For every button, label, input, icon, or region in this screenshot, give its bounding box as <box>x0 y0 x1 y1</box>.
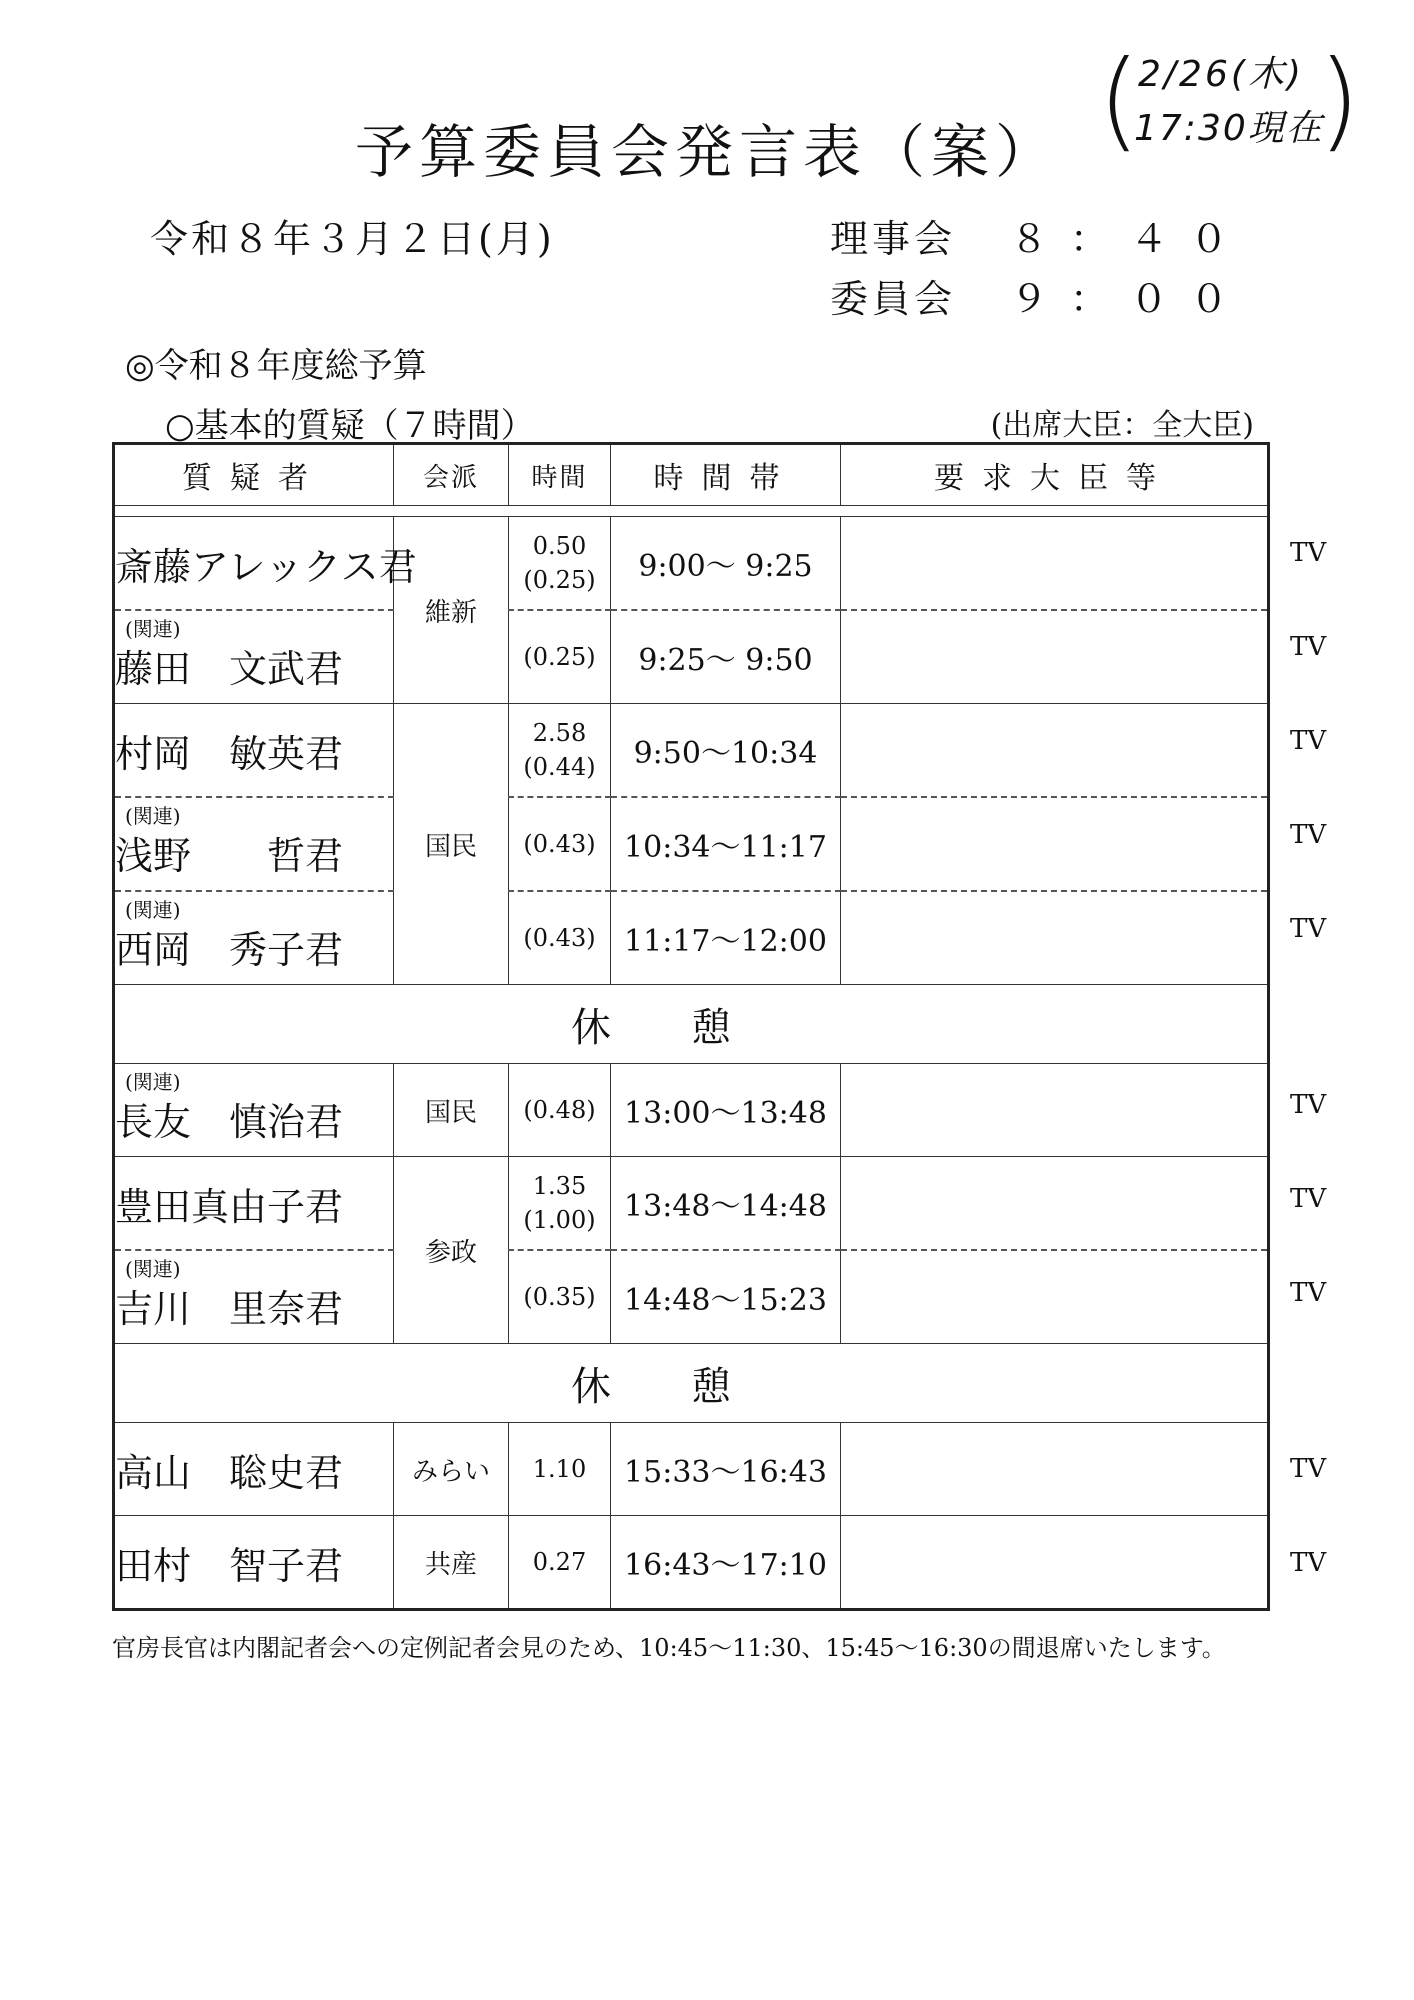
speaker-name: 高山 聡史君 <box>115 1450 344 1495</box>
speaker-cell <box>114 1064 394 1157</box>
ministers-cell <box>841 797 1269 891</box>
time-cell <box>509 517 611 611</box>
right-paren: ) <box>1318 38 1361 163</box>
left-paren: ( <box>1098 38 1141 163</box>
table-row <box>114 891 1269 985</box>
time-total: 1.35 <box>532 1172 587 1200</box>
ministers-cell <box>841 1250 1269 1344</box>
ministers-cell <box>841 1423 1269 1516</box>
col-header-timeband: 時間帯 <box>611 444 841 506</box>
tv-marker: TV <box>1290 726 1327 756</box>
handwritten-date: 2/26(木) <box>1138 54 1304 95</box>
timeband-cell: 15:33～16:43 <box>611 1423 841 1516</box>
table-row <box>114 797 1269 891</box>
time-alloc: (0.25) <box>523 566 596 594</box>
time-alloc: (0.44) <box>523 753 596 781</box>
time-cell <box>509 1157 611 1251</box>
page-title: 予算委員会発言表（案） <box>354 118 1059 186</box>
speaker-name: 西岡 秀子君 <box>115 927 344 972</box>
tv-marker: TV <box>1290 538 1327 568</box>
speaker-cell <box>114 1423 394 1516</box>
schedule-label: 委員会 <box>830 277 957 321</box>
tv-marker: TV <box>1290 1454 1327 1484</box>
timeband-cell: 9:00～ 9:25 <box>611 517 841 611</box>
table-row <box>114 1516 1269 1610</box>
ministers-cell <box>841 1157 1269 1251</box>
speaker-name: 浅野 哲君 <box>115 833 344 878</box>
speaker-name: 田村 智子君 <box>115 1543 344 1588</box>
speaker-name: 村岡 敏英君 <box>115 731 344 776</box>
related-label: (関連) <box>125 1257 181 1281</box>
tv-marker: TV <box>1290 1090 1327 1120</box>
timeband-cell: 11:17～12:00 <box>611 891 841 985</box>
related-label: (関連) <box>125 1070 181 1094</box>
faction-cell: 共産 <box>394 1516 509 1610</box>
time-cell: 1.10 <box>509 1423 611 1516</box>
ministers-cell <box>841 704 1269 798</box>
speaker-cell <box>114 797 394 891</box>
timeband-cell: 14:48～15:23 <box>611 1250 841 1344</box>
schedule-committee <box>830 268 1251 323</box>
timeband-cell: 10:34～11:17 <box>611 797 841 891</box>
timeband-cell: 9:25～ 9:50 <box>611 610 841 704</box>
faction-cell: 参政 <box>394 1157 509 1344</box>
time-cell: (0.25) <box>509 610 611 704</box>
ministers-cell <box>841 891 1269 985</box>
schedule-board <box>830 208 1251 263</box>
speaker-cell <box>114 1157 394 1251</box>
recess-row <box>114 1344 1269 1423</box>
recess-label: 休憩 <box>114 1344 1269 1423</box>
time-cell: (0.35) <box>509 1250 611 1344</box>
table-header <box>114 444 1269 506</box>
speaker-cell <box>114 1250 394 1344</box>
subsection-heading: ○基本的質疑（７時間） <box>165 406 535 446</box>
speaker-cell <box>114 891 394 985</box>
speaker-name: 長友 慎治君 <box>115 1099 344 1144</box>
time-cell: (0.43) <box>509 891 611 985</box>
col-header-time: 時間 <box>509 444 611 506</box>
time-cell: (0.43) <box>509 797 611 891</box>
timeband-cell: 16:43～17:10 <box>611 1516 841 1610</box>
tv-marker: TV <box>1290 914 1327 944</box>
table-row <box>114 1423 1269 1516</box>
timeband-cell: 13:48～14:48 <box>611 1157 841 1251</box>
table-row <box>114 517 1269 611</box>
speaker-cell <box>114 1516 394 1610</box>
recess-label: 休憩 <box>114 985 1269 1064</box>
section-heading: ◎令和８年度総予算 <box>125 346 427 386</box>
table-row <box>114 1064 1269 1157</box>
related-label: (関連) <box>125 898 181 922</box>
speaker-name: 藤田 文武君 <box>115 646 344 691</box>
faction-cell: 維新 <box>394 517 509 704</box>
table-row <box>114 704 1269 798</box>
ministers-cell <box>841 1064 1269 1157</box>
speaker-cell <box>114 610 394 704</box>
time-total: 0.50 <box>532 532 587 560</box>
ministers-cell <box>841 1516 1269 1610</box>
col-header-faction: 会派 <box>394 444 509 506</box>
faction-cell: 国民 <box>394 704 509 985</box>
meeting-date: 令和８年３月２日(月) <box>150 217 555 261</box>
tv-marker: TV <box>1290 1548 1327 1578</box>
speaker-table <box>112 442 1270 1611</box>
tv-marker: TV <box>1290 632 1327 662</box>
footnote: 官房長官は内閣記者会への定例記者会見のため、10:45～11:30、15:45～16:30の間退席いたします。 <box>112 1634 1226 1662</box>
speaker-name: 吉川 里奈君 <box>115 1286 344 1331</box>
handwritten-timestamp <box>1098 38 1361 168</box>
ministers-cell <box>841 610 1269 704</box>
tv-marker: TV <box>1290 820 1327 850</box>
col-header-questioner: 質疑者 <box>114 444 394 506</box>
table-row <box>114 610 1269 704</box>
speaker-cell <box>114 704 394 798</box>
speaker-cell <box>114 517 417 611</box>
speaker-name: 斎藤アレックス君 <box>115 544 417 589</box>
related-label: (関連) <box>125 804 181 828</box>
table-row <box>114 1250 1269 1344</box>
attendance-note: (出席大臣：全大臣) <box>990 408 1254 443</box>
col-header-ministers: 要求大臣等 <box>841 444 1269 506</box>
time-alloc: (1.00) <box>523 1206 596 1234</box>
schedule-time: ８：４０ <box>1010 217 1251 261</box>
spacer-row <box>114 506 1269 517</box>
table-row <box>114 1157 1269 1251</box>
tv-marker: TV <box>1290 1184 1327 1214</box>
faction-cell: みらい <box>394 1423 509 1516</box>
time-cell: 0.27 <box>509 1516 611 1610</box>
related-label: (関連) <box>125 617 181 641</box>
handwritten-time: 17:30現在 <box>1134 108 1324 149</box>
ministers-cell <box>841 517 1269 611</box>
speaker-name: 豊田真由子君 <box>115 1184 344 1229</box>
recess-row <box>114 985 1269 1064</box>
timeband-cell: 9:50～10:34 <box>611 704 841 798</box>
schedule-time: ９：００ <box>1010 277 1251 321</box>
faction-cell: 国民 <box>394 1064 509 1157</box>
time-total: 2.58 <box>532 719 587 747</box>
schedule-label: 理事会 <box>830 217 957 261</box>
time-cell: (0.48) <box>509 1064 611 1157</box>
time-cell <box>509 704 611 798</box>
tv-marker: TV <box>1290 1278 1327 1308</box>
timeband-cell: 13:00～13:48 <box>611 1064 841 1157</box>
